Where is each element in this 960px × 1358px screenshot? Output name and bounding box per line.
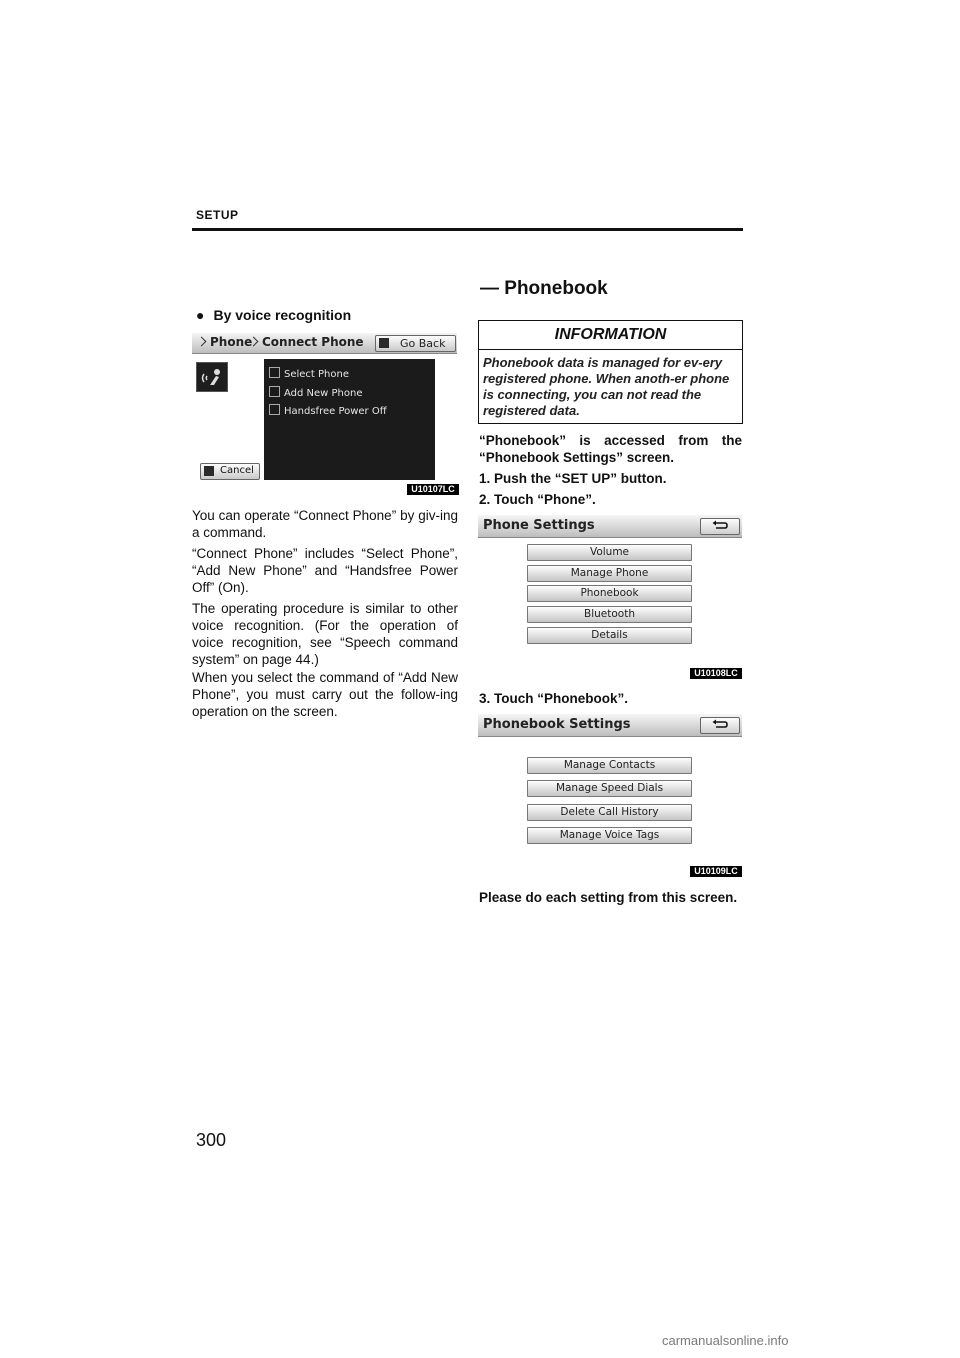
closing-text: Please do each setting from this screen. — [479, 890, 738, 905]
voice-command-select-phone[interactable]: Select Phone — [269, 367, 349, 380]
page-number: 300 — [196, 1130, 227, 1150]
paragraph: You can operate “Connect Phone” by giv-ing a command. — [192, 508, 458, 540]
figure-code: U10109LC — [690, 866, 742, 877]
intro-text: “Phonebook” is accessed from the “Phonebook Settings” screen. — [479, 433, 742, 465]
breadcrumb-phone: Phone — [198, 335, 252, 349]
step-1: 1. Push the “SET UP” button. — [479, 471, 667, 486]
talk-icon — [269, 386, 280, 397]
back-button[interactable] — [700, 518, 740, 535]
details-button[interactable]: Details — [527, 627, 692, 644]
phone-settings-screenshot — [478, 515, 742, 665]
paragraph: The operating procedure is similar to other voice recognition. (For the operation of voice recognition, see “Speech command system” on page 44.) — [192, 601, 458, 667]
manage-speed-dials-button[interactable]: Manage Speed Dials — [527, 780, 692, 797]
bullet-title: By voice recognition — [213, 307, 352, 323]
cancel-button[interactable]: Cancel — [200, 463, 260, 480]
figure-code: U10107LC — [407, 484, 459, 495]
screen-title-bar — [192, 333, 457, 354]
go-back-button[interactable]: Go Back — [375, 335, 456, 352]
phonebook-button[interactable]: Phonebook — [527, 585, 692, 602]
voice-recognition-icon — [196, 362, 228, 392]
bluetooth-button[interactable]: Bluetooth — [527, 606, 692, 623]
screen-title-bar — [478, 515, 742, 538]
manage-contacts-button[interactable]: Manage Contacts — [527, 757, 692, 774]
chevron-right-icon — [197, 337, 207, 347]
information-body: Phonebook data is managed for ev-ery registered phone. When anoth-er phone is connecting, you can not read the registered data. — [483, 355, 730, 418]
connect-phone-screenshot — [192, 333, 457, 483]
talk-icon — [379, 338, 389, 348]
step-2: 2. Touch “Phone”. — [479, 492, 596, 507]
chevron-right-icon — [249, 337, 259, 347]
voice-command-handsfree-power-off[interactable]: Handsfree Power Off — [269, 404, 387, 417]
bullet-icon: ● — [196, 307, 205, 323]
paragraph: “Connect Phone” includes “Select Phone”, “Add New Phone” and “Handsfree Power Off” (On). — [192, 546, 458, 595]
watermark: carmanualsonline.info — [662, 1333, 789, 1348]
talk-icon — [269, 367, 280, 378]
step-3: 3. Touch “Phonebook”. — [479, 691, 629, 706]
return-arrow-icon — [711, 520, 729, 532]
screen-title-bar — [478, 714, 742, 737]
bullet-heading — [196, 307, 351, 323]
paragraph: When you select the command of “Add New Phone”, you must carry out the follow-ing operation on the screen. — [192, 670, 458, 719]
delete-call-history-button[interactable]: Delete Call History — [527, 804, 692, 821]
screen-title: Phone Settings — [483, 518, 595, 533]
figure-code: U10108LC — [690, 668, 742, 679]
manage-phone-button[interactable]: Manage Phone — [527, 565, 692, 582]
talk-icon — [204, 466, 214, 476]
header-rule — [192, 228, 743, 231]
phonebook-settings-screenshot — [478, 714, 742, 864]
talk-icon — [269, 404, 280, 415]
voice-command-add-new-phone[interactable]: Add New Phone — [269, 386, 363, 399]
information-title: INFORMATION — [479, 321, 742, 350]
information-box — [478, 320, 743, 424]
volume-button[interactable]: Volume — [527, 544, 692, 561]
breadcrumb-connect-phone: Connect Phone — [250, 335, 364, 349]
back-button[interactable] — [700, 717, 740, 734]
manage-voice-tags-button[interactable]: Manage Voice Tags — [527, 827, 692, 844]
return-arrow-icon — [711, 719, 729, 731]
section-label: SETUP — [196, 208, 239, 222]
screen-title: Phonebook Settings — [483, 717, 631, 732]
voice-command-list — [264, 359, 435, 480]
section-heading: — Phonebook — [480, 278, 608, 299]
